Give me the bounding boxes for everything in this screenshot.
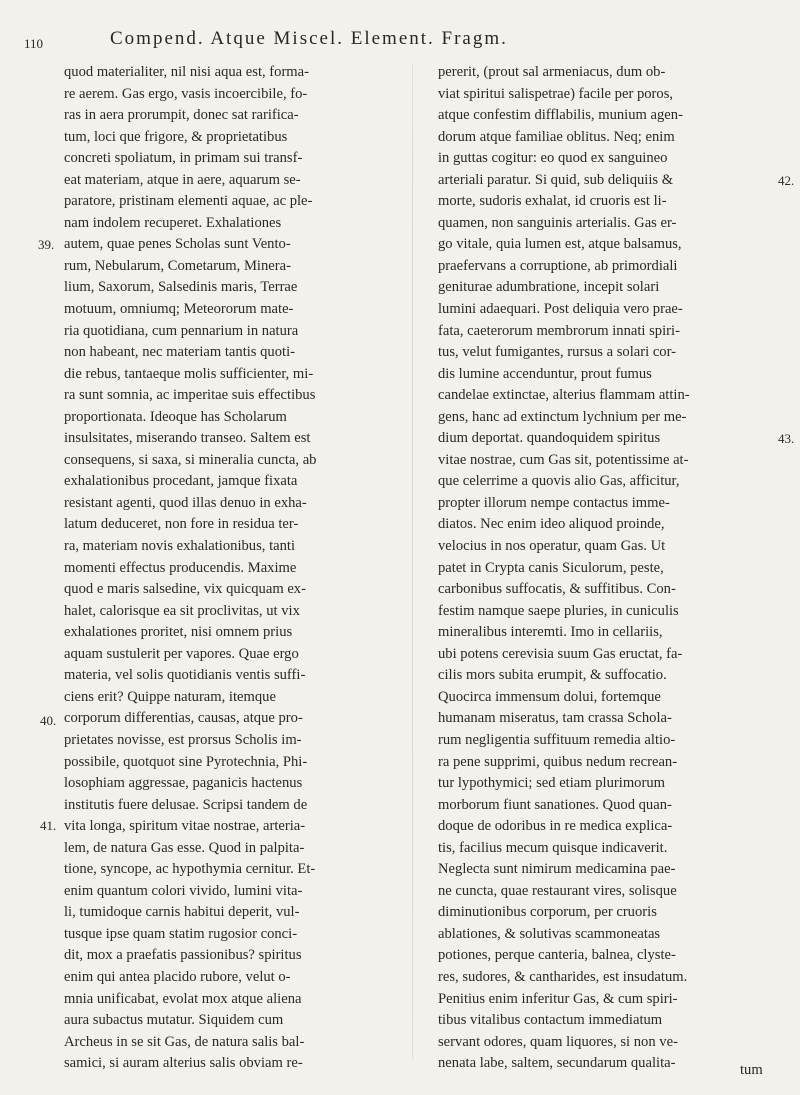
text-line: fata, caeterorum membrorum innati spiri- — [438, 322, 680, 339]
text-line: doque de odoribus in re medica explica- — [438, 818, 673, 835]
text-line: re aerem. Gas ergo, vasis incoercibile, fo- — [64, 85, 308, 102]
text-line: ra, materiam novis exhalationibus, tanti — [64, 538, 296, 555]
text-line: non habeant, nec materiam tantis quoti- — [64, 344, 295, 361]
text-line: tione, syncope, ac hypothymia cernitur. Et- — [64, 861, 316, 878]
text-line: diminutionibus corporum, per cruoris — [438, 904, 657, 921]
text-line: dis lumine accenduntur, prout fumus — [438, 365, 652, 382]
text-line: dit, mox a praefatis passionibus? spiritus — [64, 947, 302, 964]
text-line: morte, sudoris exhalat, id cruoris est li- — [438, 193, 667, 210]
left-text-column — [64, 62, 394, 1075]
text-line: tum, loci que frigore, & proprietatibus — [64, 128, 288, 145]
text-line: res, sudores, & cantharides, est insudatum. — [438, 968, 688, 985]
text-line: aquam sustulerit per vapores. Quae ergo — [64, 645, 299, 662]
text-line: mineralibus interemti. Imo in cellariis, — [438, 624, 663, 641]
text-line: lium, Saxorum, Salsedinis maris, Terrae — [64, 279, 298, 296]
text-line: go vitale, quia lumen est, atque balsamus, — [438, 236, 682, 253]
text-line: arteriali paratur. Si quid, sub deliquiis & — [438, 171, 674, 188]
text-line: lem, de natura Gas esse. Quod in palpita- — [64, 839, 305, 856]
text-line: possibile, quotquot sine Pyrotechnia, Phi- — [64, 753, 308, 770]
text-line: patet in Crypta canis Siculorum, peste, — [438, 559, 664, 576]
text-line: mnia unificabat, evolat mox atque aliena — [64, 990, 302, 1007]
text-line: ria quotidiana, cum pennarium in natura — [64, 322, 299, 339]
text-line: ne cuncta, quae restaurant vires, solisque — [438, 882, 677, 899]
text-line: resistant agenti, quod illas denuo in exha- — [64, 494, 307, 511]
text-line: Archeus in se sit Gas, de natura salis bal- — [64, 1033, 305, 1050]
text-line: ciens erit? Quippe naturam, itemque — [64, 688, 276, 705]
text-line: tis, facilius mecum quisque indicaverit. — [438, 839, 668, 856]
margin-number-43: 43. — [778, 431, 795, 446]
text-line: viat spiritui salispetrae) facile per poros, — [438, 85, 674, 102]
text-line: vita longa, spiritum vitae nostrae, arteria- — [64, 818, 306, 835]
text-line: carbonibus suffocatis, & suffitibus. Con- — [438, 581, 676, 598]
text-line: exhalationes proritet, nisi omnem prius — [64, 624, 293, 641]
text-line: tibus vitalibus contactum immediatum — [438, 1012, 663, 1029]
margin-number-42: 42. — [778, 173, 795, 188]
text-line: latum deduceret, non fore in residua ter- — [64, 516, 299, 533]
text-line: motuum, omniumq; Meteororum mate- — [64, 301, 294, 318]
text-line: quod e maris salsedine, vix quicquam ex- — [64, 581, 306, 598]
text-line: in guttas cogitur: eo quod ex sanguineo — [438, 150, 668, 167]
page-number: 110 — [24, 36, 44, 51]
text-line: proportionata. Ideoque has Scholarum — [64, 408, 287, 425]
running-title: Compend. Atque Miscel. Element. Fragm. — [110, 28, 508, 49]
text-line: halet, calorisque ea sit proclivitas, ut vix — [64, 602, 300, 619]
text-line: corporum differentias, causas, atque pro- — [64, 710, 303, 727]
text-line: quamen, non sanguinis arterialis. Gas er- — [438, 214, 677, 231]
text-line: Quocirca immensum dolui, fortemque — [438, 688, 661, 705]
text-line: concreti spoliatum, in primam sui transf- — [64, 150, 303, 167]
text-line: cilis mors subita erumpit, & suffocatio. — [438, 667, 667, 684]
text-line: samici, si auram alterius salis obviam re- — [64, 1055, 303, 1072]
catchword: tum — [740, 1062, 763, 1078]
text-line: propter illorum nempe contactus imme- — [438, 494, 670, 511]
text-line: que celerrime a quovis alio Gas, afficitur, — [438, 473, 680, 490]
text-line: ablationes, & solutivas scammoneatas — [438, 925, 661, 942]
text-line: tus, velut fumigantes, rursus a solari cor- — [438, 344, 677, 361]
text-line: nenata labe, saltem, secundarum qualita- — [438, 1055, 676, 1072]
text-line: dorum atque familiae oblitus. Neq; enim — [438, 128, 675, 145]
text-line: autem, quae penes Scholas sunt Vento- — [64, 236, 291, 253]
text-line: ra sunt somnia, ac imperitae suis effectibus — [64, 387, 316, 404]
text-line: atque confestim difflabilis, munium agen- — [438, 107, 683, 124]
text-line: tur lypothymici; sed etiam plurimorum — [438, 775, 665, 792]
text-line: consequens, si saxa, si mineralia cuncta, ab — [64, 451, 317, 468]
text-line: enim qui antea placido rubore, velut o- — [64, 968, 291, 985]
text-line: potiones, perque canteria, balnea, clyste- — [438, 947, 676, 964]
text-line: ras in aera prorumpit, donec sat rarifica- — [64, 107, 299, 124]
text-line: festim namque saepe pluries, in cuniculis — [438, 602, 679, 619]
text-line: eat materiam, atque in aere, aquarum se- — [64, 171, 301, 188]
text-line: quod materialiter, nil nisi aqua est, forma- — [64, 64, 310, 80]
page-header — [10, 26, 790, 60]
text-line: aura subactus mutatur. Siquidem cum — [64, 1012, 284, 1029]
text-line: losophiam aggressae, paganicis hactenus — [64, 775, 303, 792]
text-line: ra pene supprimi, quibus nedum recrean- — [438, 753, 678, 770]
column-divider — [412, 64, 413, 1059]
text-line: vitae nostrae, cum Gas sit, potentissime at- — [438, 451, 689, 468]
text-line: servant odores, quam liquores, si non ve- — [438, 1033, 678, 1050]
text-line: dium deportat. quandoquidem spiritus — [438, 430, 661, 447]
text-line: morborum fiunt sanationes. Quod quan- — [438, 796, 672, 813]
text-line: Neglecta sunt nimirum medicamina pae- — [438, 861, 676, 878]
text-line: momenti effectus producendis. Maxime — [64, 559, 297, 576]
text-line: rum negligentia suffituum remedia altio- — [438, 731, 676, 748]
text-line: tusque ipse quam statim rugosior conci- — [64, 925, 298, 942]
text-line: diatos. Nec enim ideo aliquod proinde, — [438, 516, 665, 533]
text-line: geniturae adumbratione, incepit solari — [438, 279, 660, 296]
text-line: velocius in nos operatur, quam Gas. Ut — [438, 538, 666, 555]
right-text-column — [438, 62, 774, 1075]
text-line: Penitius enim inferitur Gas, & cum spiri- — [438, 990, 678, 1007]
text-line: rum, Nebularum, Cometarum, Minera- — [64, 257, 291, 274]
text-line: humanam miseratus, tam crassa Schola- — [438, 710, 672, 727]
text-line: pererit, (prout sal armeniacus, dum ob- — [438, 64, 666, 80]
margin-number-39: 39. — [38, 237, 55, 252]
text-line: ubi potens cerevisia suum Gas eructat, fa- — [438, 645, 683, 662]
text-line: enim quantum colori vivido, lumini vita- — [64, 882, 303, 899]
text-line: gens, hanc ad extinctum lychnium per me- — [438, 408, 687, 425]
text-line: lumini adaequari. Post deliquia vero prae- — [438, 301, 683, 318]
text-line: li, tumidoque carnis habitui deperit, vul- — [64, 904, 300, 921]
text-line: prietates novisse, est prorsus Scholis im- — [64, 731, 302, 748]
text-line: nam indolem recuperet. Exhalationes — [64, 214, 282, 231]
margin-number-40: 40. — [40, 713, 57, 728]
margin-number-41: 41. — [40, 818, 57, 833]
text-line: candelae extinctae, alterius flammam attin- — [438, 387, 690, 404]
text-line: paratore, pristinam elementi aquae, ac ple- — [64, 193, 313, 210]
text-line: institutis fuere delusae. Scripsi tandem de — [64, 796, 308, 813]
text-line: die rebus, tantaeque molis sufficienter, mi- — [64, 365, 314, 382]
text-line: exhalationibus procedant, jamque fixata — [64, 473, 298, 490]
text-line: praefervans a corruptione, ab primordiali — [438, 257, 678, 274]
text-line: materia, vel solis quotidianis ventis suffi- — [64, 667, 306, 684]
text-line: insulsitates, miserando transeo. Saltem est — [64, 430, 311, 447]
